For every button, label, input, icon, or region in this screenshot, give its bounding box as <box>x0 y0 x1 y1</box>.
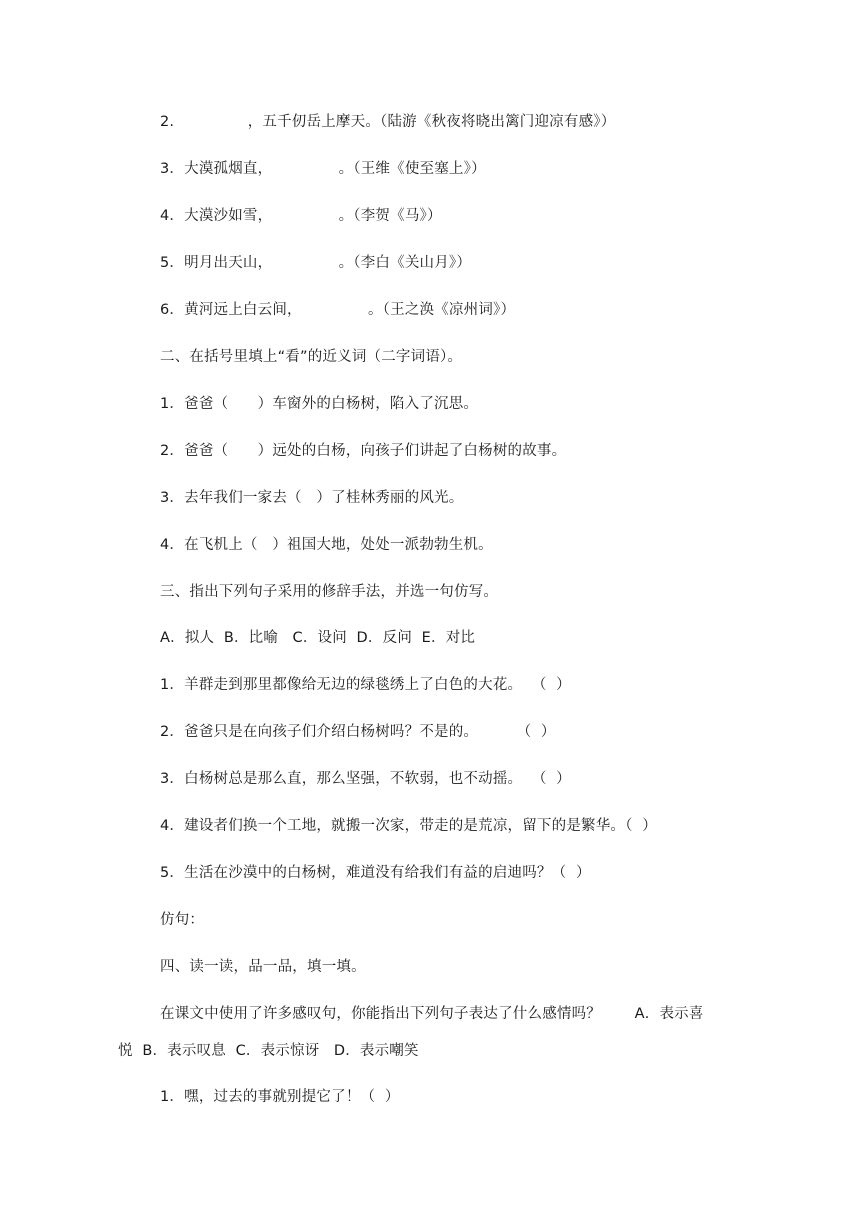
synonym-item-2: 2．爸爸（ ）远处的白杨，向孩子们讲起了白杨树的故事。 <box>160 443 567 459</box>
exclamation-item-1: 1．嘿，过去的事就别提它了！（ ） <box>160 1089 400 1105</box>
poem-line-3: 3．大漠孤烟直， 。（王维《使至塞上》） <box>160 161 486 177</box>
rhetoric-item-2: 2．爸爸只是在向孩子们介绍白杨树吗？不是的。 （ ） <box>160 724 556 740</box>
rhetoric-options: A．拟人 B．比喻 C．设问 D．反问 E．对比 <box>160 630 476 646</box>
section-3-heading: 三、指出下列句子采用的修辞手法，并选一句仿写。 <box>160 584 499 600</box>
rhetoric-item-4: 4．建设者们换一个工地，就搬一次家，带走的是荒凉，留下的是繁华。（ ） <box>160 818 657 834</box>
section-4-options: 悦 B．表示叹息 C．表示惊讶 D．表示嘲笑 <box>118 1043 419 1059</box>
imitation-label: 仿句： <box>160 912 205 928</box>
section-2-heading: 二、在括号里填上“看”的近义词（二字词语）。 <box>160 349 463 365</box>
synonym-item-1: 1．爸爸（ ）车窗外的白杨树，陷入了沉思。 <box>160 396 479 412</box>
synonym-item-3: 3．去年我们一家去（ ）了桂林秀丽的风光。 <box>160 490 464 506</box>
rhetoric-item-1: 1．羊群走到那里都像给无边的绿毯绣上了白色的大花。 （ ） <box>160 677 571 693</box>
poem-line-5: 5．明月出天山， 。（李白《关山月》） <box>160 255 472 271</box>
synonym-item-4: 4．在飞机上（ ）祖国大地，处处一派勃勃生机。 <box>160 537 493 553</box>
rhetoric-item-3: 3．白杨树总是那么直，那么坚强，不软弱，也不动摇。 （ ） <box>160 771 571 787</box>
section-4-heading: 四、读一读，品一品，填一填。 <box>160 959 366 975</box>
poem-line-6: 6．黄河远上白云间， 。（王之涣《凉州词》） <box>160 302 516 318</box>
rhetoric-item-5: 5．生活在沙漠中的白杨树，难道没有给我们有益的启迪吗？（ ） <box>160 865 591 881</box>
section-4-instruction: 在课文中使用了许多感叹句，你能指出下列句子表达了什么感情吗？ A．表示喜 <box>160 1006 704 1022</box>
poem-line-4: 4．大漠沙如雪， 。（李贺《马》） <box>160 208 442 224</box>
poem-line-2: 2. ，五千仞岳上摩天。（陆游《秋夜将晓出篱门迎凉有感》） <box>160 114 616 130</box>
